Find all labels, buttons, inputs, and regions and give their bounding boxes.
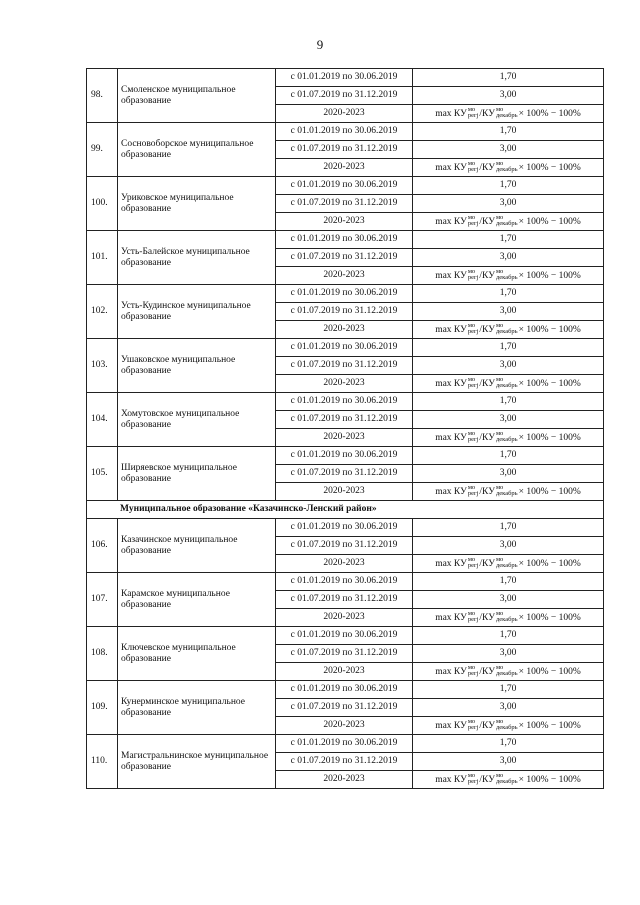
period-cell: 2020-2023 — [276, 609, 413, 627]
value-cell: 1,70 — [413, 231, 604, 249]
entity-number: 109. — [87, 681, 118, 735]
table-row — [87, 69, 604, 87]
period-cell: с 01.07.2019 по 31.12.2019 — [276, 591, 413, 609]
coefficient-formula: max КУ мо регj /КУ мо декабрь × 100% − 100% — [435, 214, 581, 228]
value-cell: 3,00 — [413, 303, 604, 321]
value-cell: 1,70 — [413, 123, 604, 141]
value-cell: 1,70 — [413, 627, 604, 645]
period-cell: с 01.07.2019 по 31.12.2019 — [276, 753, 413, 771]
period-cell: с 01.01.2019 по 30.06.2019 — [276, 681, 413, 699]
period-cell: с 01.01.2019 по 30.06.2019 — [276, 231, 413, 249]
value-cell: 1,70 — [413, 69, 604, 87]
table-row — [87, 735, 604, 753]
entity-number: 98. — [87, 69, 118, 123]
value-cell: 3,00 — [413, 141, 604, 159]
entity-name: Сосновоборское муниципальное образование — [118, 123, 276, 177]
value-cell: 1,70 — [413, 735, 604, 753]
table-row — [87, 285, 604, 303]
value-cell: 1,70 — [413, 339, 604, 357]
coefficient-formula: max КУ мо регj /КУ мо декабрь × 100% − 100% — [435, 664, 581, 678]
value-cell — [413, 609, 604, 627]
group-title: Муниципальное образование «Казачинско-Ленский район» — [87, 501, 604, 519]
value-cell: 3,00 — [413, 591, 604, 609]
entity-name: Уриковское муниципальное образование — [118, 177, 276, 231]
coefficient-formula: max КУ мо регj /КУ мо декабрь × 100% − 100% — [435, 556, 581, 570]
period-cell: 2020-2023 — [276, 159, 413, 177]
period-cell: с 01.07.2019 по 31.12.2019 — [276, 195, 413, 213]
period-cell: 2020-2023 — [276, 717, 413, 735]
value-cell: 1,70 — [413, 393, 604, 411]
entity-number: 107. — [87, 573, 118, 627]
entity-number: 101. — [87, 231, 118, 285]
entity-name: Ушаковское муниципальное образование — [118, 339, 276, 393]
table-row — [87, 627, 604, 645]
table-row — [87, 447, 604, 465]
table-row — [87, 393, 604, 411]
coefficient-formula: max КУ мо регj /КУ мо декабрь × 100% − 100% — [435, 430, 581, 444]
value-cell — [413, 483, 604, 501]
period-cell: с 01.01.2019 по 30.06.2019 — [276, 627, 413, 645]
table-row — [87, 231, 604, 249]
period-cell: с 01.01.2019 по 30.06.2019 — [276, 735, 413, 753]
value-cell: 3,00 — [413, 465, 604, 483]
entity-name: Карамское муниципальное образование — [118, 573, 276, 627]
entity-number: 103. — [87, 339, 118, 393]
entity-number: 108. — [87, 627, 118, 681]
period-cell: с 01.07.2019 по 31.12.2019 — [276, 303, 413, 321]
table-row — [87, 177, 604, 195]
table-row — [87, 519, 604, 537]
entity-number: 106. — [87, 519, 118, 573]
value-cell: 1,70 — [413, 681, 604, 699]
value-cell: 3,00 — [413, 411, 604, 429]
coefficient-formula: max КУ мо регj /КУ мо декабрь × 100% − 100% — [435, 268, 581, 282]
entity-number: 104. — [87, 393, 118, 447]
coefficient-formula: max КУ мо регj /КУ мо декабрь × 100% − 100% — [435, 106, 581, 120]
period-cell: с 01.01.2019 по 30.06.2019 — [276, 573, 413, 591]
entity-name: Магистральнинское муниципальное образование — [118, 735, 276, 789]
group-header-row — [87, 501, 604, 519]
entity-number: 110. — [87, 735, 118, 789]
coefficient-formula: max КУ мо регj /КУ мо декабрь × 100% − 100% — [435, 160, 581, 174]
period-cell: 2020-2023 — [276, 375, 413, 393]
coefficient-formula: max КУ мо регj /КУ мо декабрь × 100% − 100% — [435, 322, 581, 336]
value-cell — [413, 267, 604, 285]
entity-name: Ширяевское муниципальное образование — [118, 447, 276, 501]
entity-name: Усть-Балейское муниципальное образование — [118, 231, 276, 285]
period-cell: с 01.01.2019 по 30.06.2019 — [276, 69, 413, 87]
value-cell — [413, 429, 604, 447]
period-cell: 2020-2023 — [276, 771, 413, 789]
entity-number: 100. — [87, 177, 118, 231]
value-cell — [413, 321, 604, 339]
period-cell: 2020-2023 — [276, 429, 413, 447]
period-cell: 2020-2023 — [276, 267, 413, 285]
period-cell: с 01.07.2019 по 31.12.2019 — [276, 537, 413, 555]
entity-name: Усть-Кудинское муниципальное образование — [118, 285, 276, 339]
period-cell: 2020-2023 — [276, 483, 413, 501]
value-cell: 3,00 — [413, 357, 604, 375]
period-cell: с 01.01.2019 по 30.06.2019 — [276, 393, 413, 411]
period-cell: с 01.01.2019 по 30.06.2019 — [276, 519, 413, 537]
value-cell: 1,70 — [413, 573, 604, 591]
tariff-table — [86, 68, 604, 789]
entity-name: Казачинское муниципальное образование — [118, 519, 276, 573]
table-row — [87, 681, 604, 699]
period-cell: 2020-2023 — [276, 213, 413, 231]
tariff-table-body — [87, 69, 604, 789]
period-cell: с 01.01.2019 по 30.06.2019 — [276, 123, 413, 141]
period-cell: с 01.07.2019 по 31.12.2019 — [276, 249, 413, 267]
period-cell: с 01.01.2019 по 30.06.2019 — [276, 285, 413, 303]
page-number: 9 — [316, 37, 324, 52]
value-cell — [413, 555, 604, 573]
coefficient-formula: max КУ мо регj /КУ мо декабрь × 100% − 100% — [435, 484, 581, 498]
entity-number: 102. — [87, 285, 118, 339]
entity-name: Кунерминское муниципальное образование — [118, 681, 276, 735]
value-cell — [413, 375, 604, 393]
period-cell: 2020-2023 — [276, 105, 413, 123]
value-cell — [413, 771, 604, 789]
entity-number: 99. — [87, 123, 118, 177]
value-cell: 3,00 — [413, 537, 604, 555]
period-cell: 2020-2023 — [276, 663, 413, 681]
period-cell: с 01.07.2019 по 31.12.2019 — [276, 699, 413, 717]
entity-name: Ключевское муниципальное образование — [118, 627, 276, 681]
value-cell — [413, 213, 604, 231]
value-cell: 3,00 — [413, 87, 604, 105]
value-cell: 1,70 — [413, 285, 604, 303]
value-cell — [413, 105, 604, 123]
entity-name: Смоленское муниципальное образование — [118, 69, 276, 123]
value-cell: 3,00 — [413, 753, 604, 771]
value-cell: 3,00 — [413, 699, 604, 717]
table-row — [87, 573, 604, 591]
value-cell: 3,00 — [413, 249, 604, 267]
value-cell: 3,00 — [413, 195, 604, 213]
period-cell: с 01.07.2019 по 31.12.2019 — [276, 87, 413, 105]
entity-name: Хомутовское муниципальное образование — [118, 393, 276, 447]
period-cell: с 01.07.2019 по 31.12.2019 — [276, 357, 413, 375]
coefficient-formula: max КУ мо регj /КУ мо декабрь × 100% − 100% — [435, 718, 581, 732]
period-cell: 2020-2023 — [276, 555, 413, 573]
period-cell: с 01.07.2019 по 31.12.2019 — [276, 141, 413, 159]
value-cell — [413, 159, 604, 177]
period-cell: с 01.07.2019 по 31.12.2019 — [276, 465, 413, 483]
coefficient-formula: max КУ мо регj /КУ мо декабрь × 100% − 100% — [435, 376, 581, 390]
table-row — [87, 123, 604, 141]
value-cell: 1,70 — [413, 177, 604, 195]
value-cell: 1,70 — [413, 447, 604, 465]
period-cell: с 01.07.2019 по 31.12.2019 — [276, 411, 413, 429]
value-cell: 3,00 — [413, 645, 604, 663]
value-cell — [413, 717, 604, 735]
period-cell: с 01.01.2019 по 30.06.2019 — [276, 177, 413, 195]
period-cell: с 01.07.2019 по 31.12.2019 — [276, 645, 413, 663]
period-cell: с 01.01.2019 по 30.06.2019 — [276, 447, 413, 465]
coefficient-formula: max КУ мо регj /КУ мо декабрь × 100% − 100% — [435, 772, 581, 786]
table-row — [87, 339, 604, 357]
value-cell — [413, 663, 604, 681]
value-cell: 1,70 — [413, 519, 604, 537]
period-cell: с 01.01.2019 по 30.06.2019 — [276, 339, 413, 357]
coefficient-formula: max КУ мо регj /КУ мо декабрь × 100% − 100% — [435, 610, 581, 624]
period-cell: 2020-2023 — [276, 321, 413, 339]
entity-number: 105. — [87, 447, 118, 501]
